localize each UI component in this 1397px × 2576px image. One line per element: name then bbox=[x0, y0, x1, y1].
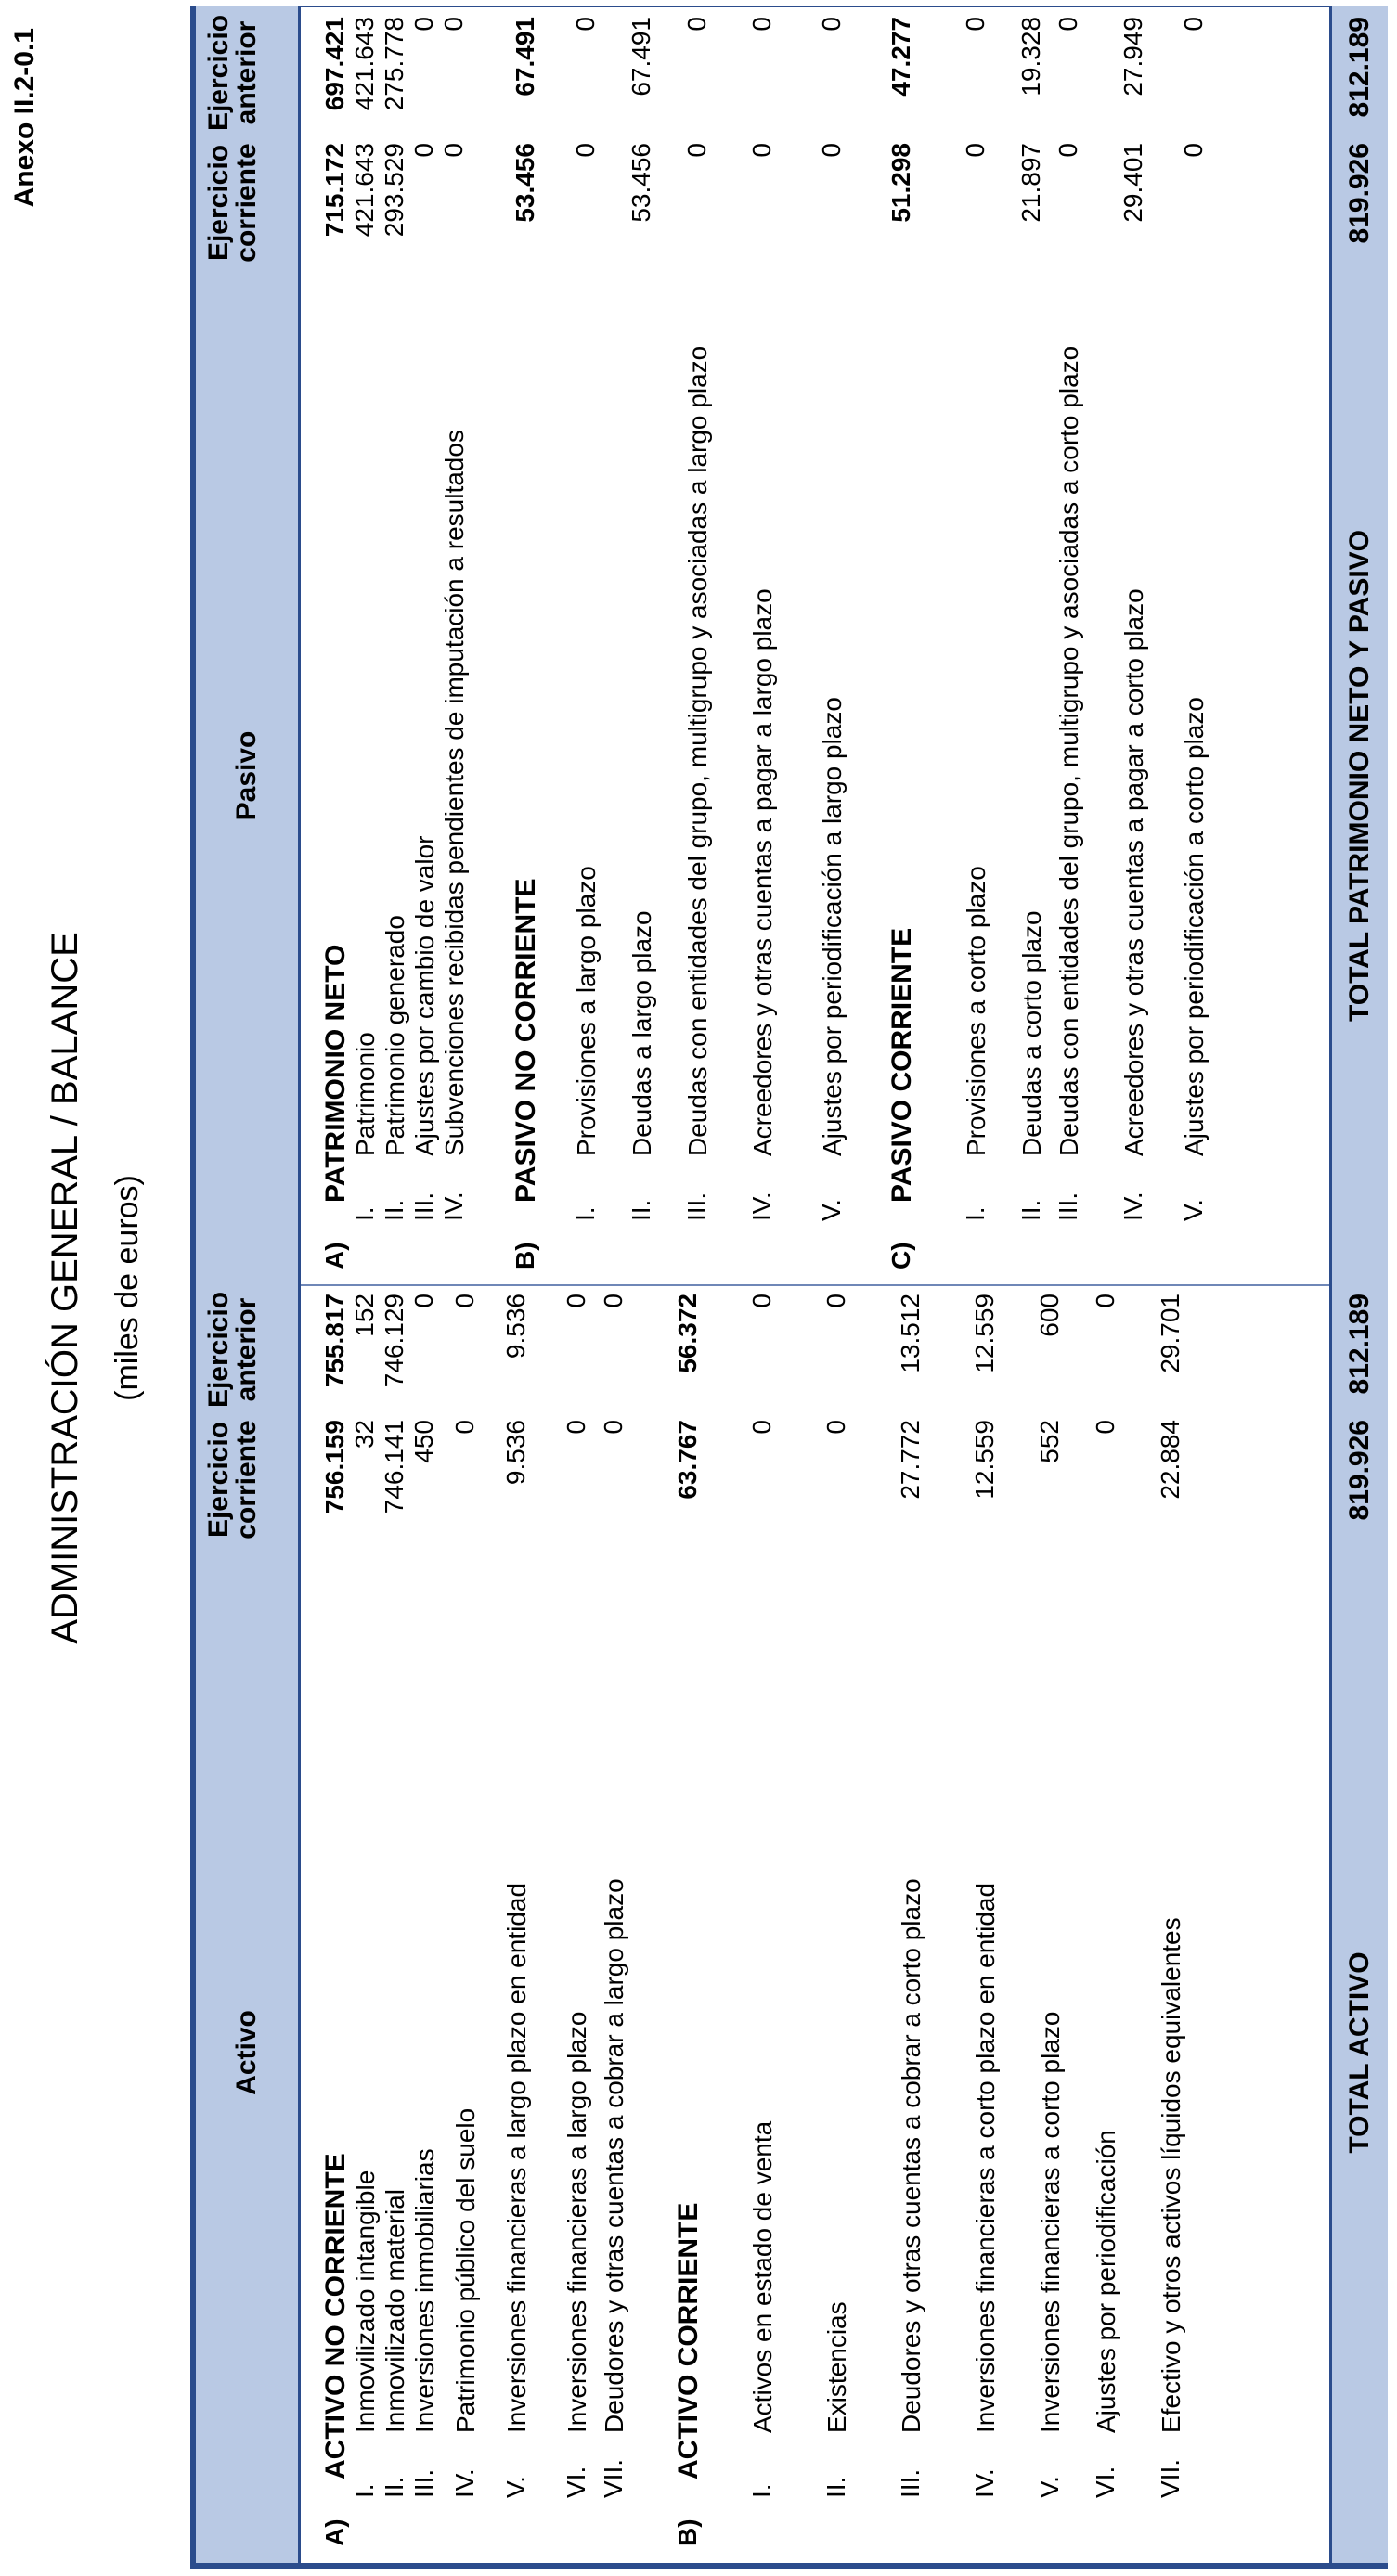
row-description: Deudas a corto plazo bbox=[1017, 910, 1046, 1156]
pasivo-header-current-line2: corriente bbox=[231, 143, 262, 263]
row-description: Activos en estado de venta bbox=[748, 2120, 777, 2433]
row-description: Subvenciones recibidas pendientes de imputación a resultados bbox=[440, 430, 469, 1156]
row-current-value: 715.172 bbox=[320, 143, 349, 238]
row-current-value: 12.559 bbox=[970, 1420, 999, 1500]
row-description: Patrimonio bbox=[351, 1032, 380, 1156]
row-previous-value: 755.817 bbox=[320, 1294, 349, 1388]
activo-total-label: TOTAL ACTIVO bbox=[1344, 1951, 1375, 2154]
pasivo-total-row bbox=[1329, 6, 1388, 1286]
row-previous-value: 0 bbox=[821, 1294, 850, 1308]
row-current-value: 552 bbox=[1035, 1420, 1064, 1463]
row-current-value: 0 bbox=[599, 1420, 627, 1435]
row-previous-value: 600 bbox=[1035, 1294, 1064, 1337]
row-roman-numeral: II. bbox=[821, 2476, 850, 2498]
row-description: Inversiones inmobiliarias bbox=[410, 2148, 439, 2433]
pasivo-header bbox=[196, 6, 301, 1286]
row-previous-value: 29.701 bbox=[1156, 1294, 1184, 1373]
row-current-value: 756.159 bbox=[320, 1420, 349, 1514]
row-roman-numeral: V. bbox=[817, 1199, 846, 1221]
row-current-value: 0 bbox=[1054, 143, 1082, 158]
balance-table bbox=[190, 6, 1388, 2569]
row-roman-numeral: III. bbox=[409, 1191, 438, 1221]
row-roman-numeral: VI. bbox=[1091, 2466, 1119, 2498]
row-previous-value: 0 bbox=[817, 17, 846, 32]
row-description: Ajustes por periodificación a corto plazo bbox=[1180, 697, 1209, 1156]
row-current-value: 746.141 bbox=[380, 1420, 408, 1514]
row-previous-value: 0 bbox=[682, 17, 711, 32]
row-current-value: 32 bbox=[350, 1420, 379, 1449]
row-roman-numeral: III. bbox=[682, 1191, 711, 1221]
row-previous-value: 0 bbox=[571, 17, 600, 32]
row-roman-numeral: V. bbox=[501, 2476, 530, 2498]
annex-label: Anexo II.2-0.1 bbox=[9, 28, 40, 208]
activo-total-previous: 812.189 bbox=[1344, 1294, 1375, 1395]
row-roman-numeral: V. bbox=[1179, 1199, 1208, 1221]
row-previous-value: 0 bbox=[961, 17, 990, 32]
row-roman-numeral: IV. bbox=[450, 2468, 479, 2498]
pasivo-total-current: 819.926 bbox=[1344, 143, 1375, 244]
row-previous-value: 67.491 bbox=[511, 17, 539, 97]
row-current-value: 0 bbox=[682, 143, 711, 158]
row-previous-value: 275.778 bbox=[380, 17, 408, 111]
row-previous-value: 421.643 bbox=[350, 17, 379, 111]
row-previous-value: 27.949 bbox=[1119, 17, 1147, 97]
pasivo-total-previous: 812.189 bbox=[1344, 17, 1375, 118]
row-current-value: 450 bbox=[409, 1420, 438, 1463]
row-previous-value: 0 bbox=[409, 1294, 438, 1308]
row-current-value: 0 bbox=[450, 1420, 479, 1435]
row-previous-value: 746.129 bbox=[380, 1294, 408, 1388]
row-current-value: 0 bbox=[1179, 143, 1208, 158]
activo-section bbox=[196, 1284, 1388, 2563]
row-description: Ajustes por cambio de valor bbox=[410, 835, 439, 1156]
row-roman-numeral: IV. bbox=[970, 2468, 999, 2498]
row-description: PASIVO CORRIENTE bbox=[886, 927, 917, 1203]
row-roman-numeral: II. bbox=[1016, 1199, 1045, 1221]
row-previous-value: 0 bbox=[1179, 17, 1208, 32]
row-description: Ajustes por periodificación a largo plazo bbox=[818, 697, 847, 1156]
row-previous-value: 47.277 bbox=[886, 17, 915, 97]
row-roman-numeral: III. bbox=[1054, 1191, 1082, 1221]
row-roman-numeral: VII. bbox=[599, 2458, 627, 2498]
row-roman-numeral: II. bbox=[627, 1199, 655, 1221]
row-roman-numeral: I. bbox=[571, 1206, 600, 1221]
row-previous-value: 56.372 bbox=[673, 1294, 702, 1373]
row-previous-value: 19.328 bbox=[1016, 17, 1045, 97]
row-previous-value: 67.491 bbox=[627, 17, 655, 97]
row-roman-numeral: III. bbox=[896, 2468, 925, 2498]
row-current-value: 27.772 bbox=[896, 1420, 925, 1500]
row-current-value: 22.884 bbox=[1156, 1420, 1184, 1500]
row-current-value: 0 bbox=[1091, 1420, 1119, 1435]
row-previous-value: 0 bbox=[409, 17, 438, 32]
row-description: Deudores y otras cuentas a cobrar a largo plazo bbox=[600, 1878, 628, 2433]
activo-header-current-line1: Ejercicio bbox=[203, 1421, 234, 1539]
row-previous-value: 0 bbox=[1091, 1294, 1119, 1308]
row-description: Ajustes por periodificación bbox=[1092, 2130, 1120, 2433]
activo-header-previous-line1: Ejercicio bbox=[203, 1291, 234, 1409]
activo-header-current-line2: corriente bbox=[231, 1420, 262, 1539]
row-current-value: 21.897 bbox=[1016, 143, 1045, 223]
page-subtitle: (miles de euros) bbox=[110, 1175, 145, 1401]
row-previous-value: 152 bbox=[350, 1294, 379, 1337]
row-roman-numeral: I. bbox=[350, 1206, 379, 1221]
row-current-value: 0 bbox=[821, 1420, 850, 1435]
row-description: Provisiones a largo plazo bbox=[572, 866, 601, 1156]
row-description: Deudas con entidades del grupo, multigrupo y asociadas a corto plazo bbox=[1054, 345, 1083, 1156]
row-current-value: 0 bbox=[961, 143, 990, 158]
row-previous-value: 0 bbox=[747, 1294, 776, 1308]
row-roman-numeral: IV. bbox=[747, 1191, 776, 1221]
pasivo-header-current bbox=[205, 140, 261, 265]
row-letter: B) bbox=[673, 2518, 702, 2546]
row-description: Efectivo y otros activos líquidos equivalentes bbox=[1157, 1917, 1185, 2433]
row-description: Provisiones a corto plazo bbox=[962, 866, 990, 1156]
row-description: Acreedores y otras cuentas a pagar a largo plazo bbox=[748, 588, 777, 1156]
row-current-value: 0 bbox=[562, 1420, 590, 1435]
page-title: ADMINISTRACIÓN GENERAL / BALANCE bbox=[45, 932, 85, 1644]
row-description: PATRIMONIO NETO bbox=[320, 944, 351, 1203]
row-description: Inversiones financieras a largo plazo bbox=[563, 2011, 591, 2433]
row-description: Existencias bbox=[822, 2301, 851, 2433]
row-description: Deudas con entidades del grupo, multigrupo y asociadas a largo plazo bbox=[683, 345, 712, 1156]
row-roman-numeral: IV. bbox=[1119, 1191, 1147, 1221]
activo-total-current: 819.926 bbox=[1344, 1420, 1375, 1521]
row-current-value: 0 bbox=[571, 143, 600, 158]
activo-header-previous bbox=[205, 1287, 261, 1412]
row-previous-value: 0 bbox=[1054, 17, 1082, 32]
row-current-value: 0 bbox=[747, 1420, 776, 1435]
row-roman-numeral: VII. bbox=[1156, 2458, 1184, 2498]
row-current-value: 0 bbox=[439, 143, 468, 158]
row-current-value: 0 bbox=[409, 143, 438, 158]
pasivo-header-previous bbox=[205, 10, 261, 135]
row-description: Deudores y otras cuentas a cobrar a corto plazo bbox=[897, 1878, 925, 2433]
row-current-value: 293.529 bbox=[380, 143, 408, 238]
row-previous-value: 0 bbox=[450, 1294, 479, 1308]
row-description: PASIVO NO CORRIENTE bbox=[511, 878, 541, 1203]
row-previous-value: 697.421 bbox=[320, 17, 349, 111]
row-roman-numeral: I. bbox=[747, 2483, 776, 2498]
pasivo-header-current-line1: Ejercicio bbox=[203, 144, 234, 262]
row-roman-numeral: I. bbox=[350, 2483, 379, 2498]
row-description: ACTIVO CORRIENTE bbox=[673, 2202, 704, 2479]
row-current-value: 53.456 bbox=[627, 143, 655, 223]
row-description: Inversiones financieras a corto plazo en entidad bbox=[971, 1882, 1000, 2433]
pasivo-total-label: TOTAL PATRIMONIO NETO Y PASIVO bbox=[1344, 529, 1375, 1023]
row-description: Inmovilizado material bbox=[381, 2189, 409, 2433]
pasivo-header-previous-line2: anterior bbox=[231, 20, 262, 125]
row-roman-numeral: II. bbox=[380, 2476, 408, 2498]
row-current-value: 9.536 bbox=[501, 1420, 530, 1486]
activo-header-label: Activo bbox=[231, 2010, 262, 2095]
row-roman-numeral: VI. bbox=[562, 2466, 590, 2498]
row-roman-numeral: IV. bbox=[439, 1191, 468, 1221]
row-letter: C) bbox=[886, 1242, 915, 1269]
row-roman-numeral: III. bbox=[409, 2468, 438, 2498]
row-previous-value: 12.559 bbox=[970, 1294, 999, 1373]
activo-header bbox=[196, 1286, 301, 2563]
pasivo-header-label: Pasivo bbox=[231, 730, 262, 821]
row-roman-numeral: V. bbox=[1035, 2476, 1064, 2498]
row-current-value: 53.456 bbox=[511, 143, 539, 223]
row-previous-value: 0 bbox=[562, 1294, 590, 1308]
row-roman-numeral: I. bbox=[961, 1206, 990, 1221]
row-description: Inmovilizado intangible bbox=[351, 2170, 380, 2433]
row-letter: B) bbox=[511, 1242, 539, 1269]
row-description: Patrimonio generado bbox=[381, 915, 409, 1156]
row-current-value: 421.643 bbox=[350, 143, 379, 238]
activo-total-row bbox=[1329, 1286, 1388, 2563]
row-description: Inversiones financieras a largo plazo en entidad bbox=[502, 1882, 531, 2433]
row-current-value: 51.298 bbox=[886, 143, 915, 223]
row-description: ACTIVO NO CORRIENTE bbox=[320, 2153, 351, 2479]
row-current-value: 0 bbox=[747, 143, 776, 158]
row-current-value: 63.767 bbox=[673, 1420, 702, 1500]
row-previous-value: 13.512 bbox=[896, 1294, 925, 1373]
row-description: Patrimonio público del suelo bbox=[451, 2107, 480, 2433]
row-roman-numeral: II. bbox=[380, 1199, 408, 1221]
row-description: Deudas a largo plazo bbox=[627, 910, 656, 1156]
row-letter: A) bbox=[320, 2518, 349, 2546]
row-previous-value: 0 bbox=[439, 17, 468, 32]
activo-header-previous-line2: anterior bbox=[231, 1297, 262, 1402]
row-current-value: 0 bbox=[817, 143, 846, 158]
row-previous-value: 9.536 bbox=[501, 1294, 530, 1359]
pasivo-section bbox=[196, 6, 1388, 1286]
row-letter: A) bbox=[320, 1242, 349, 1269]
row-current-value: 29.401 bbox=[1119, 143, 1147, 223]
activo-header-current bbox=[205, 1417, 261, 1542]
pasivo-header-previous-line1: Ejercicio bbox=[203, 14, 234, 132]
row-description: Acreedores y otras cuentas a pagar a corto plazo bbox=[1119, 588, 1148, 1156]
row-description: Inversiones financieras a corto plazo bbox=[1036, 2011, 1065, 2433]
row-previous-value: 0 bbox=[747, 17, 776, 32]
row-previous-value: 0 bbox=[599, 1294, 627, 1308]
